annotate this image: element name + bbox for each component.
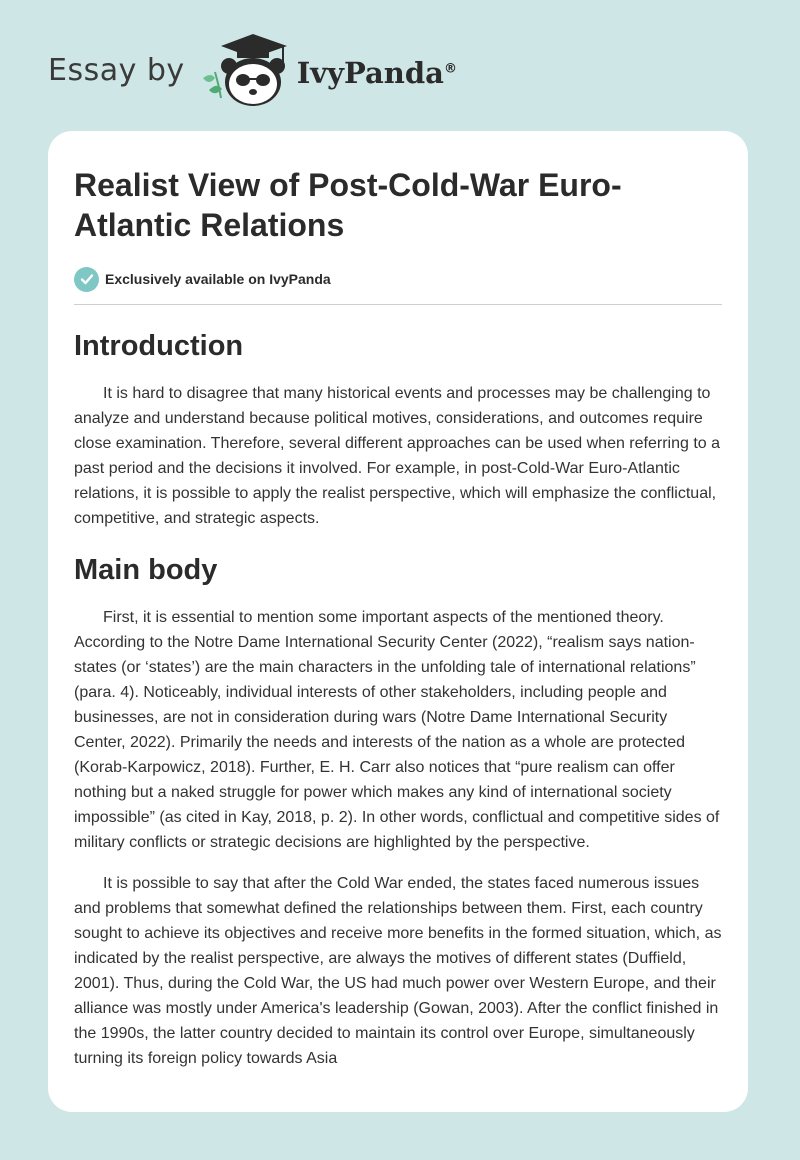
brand-name[interactable]: IvyPanda® [296, 56, 457, 90]
paragraph: It is possible to say that after the Cold War ended, the states faced numerous issues and problems that somewhat defined the relationships between them. First, each country sought to achieve its objectives and receive more benefits in the formed situation, which, as indicated by the realist perspective, are always the motives of different states (Duffield, 2001). Thus, during the Cold War, the US had much power over Western Europe, and their alliance was mostly under America's leadership (Gowan, 2003). After the conflict finished in the 1990s, the latter country decided to maintain its control over Europe, simultaneously turning its foreign policy towards Asia [74, 875, 722, 1067]
site-header [48, 30, 457, 110]
paragraph: It is hard to disagree that many historical events and processes may be challenging to analyze and understand because political motives, considerations, and outcomes require close examination. Therefore, several different approaches can be used when referring to a past period and the decisions it involved. For example, in post-Cold-War Euro-Atlantic relations, it is possible to apply the realist perspective, which will emphasize the conflictual, competitive, and strategic aspects. [74, 385, 721, 527]
essay-title: Realist View of Post-Cold-War Euro-Atlantic Relations [74, 167, 622, 243]
section-heading-introduction: Introduction [74, 330, 244, 362]
paragraph: First, it is essential to mention some important aspects of the mentioned theory. According to the Notre Dame International Security Center (2022), “realism says nation-states (or ‘states’) are the main characters in the unfolding tale of international relations” (para. 4). Noticeably, individual interests of other stakeholders, including people and businesses, are not in consideration during wars (Notre Dame International Security Center, 2022). Primarily the needs and interests of the nation as a whole are protected (Korab-Karpowicz, 2018). Further, E. H. Carr also notices that “pure realism can offer nothing but a naked struggle for power which makes any kind of international society impossible” (as cited in Kay, 2018, p. 2). In other words, conflictual and competitive sides of military conflicts or strategic decisions are highlighted by the perspective. [74, 609, 720, 851]
essay-by-label: Essay by [48, 52, 185, 88]
exclusive-badge [74, 266, 722, 292]
essay-card [48, 131, 748, 1112]
ivypanda-logo-icon[interactable] [199, 32, 291, 108]
registered-mark: ® [443, 61, 457, 77]
title-divider [74, 304, 722, 305]
exclusive-badge-label: Exclusively available on IvyPanda [105, 271, 331, 287]
check-circle-icon [74, 267, 99, 292]
section-heading-main-body: Main body [74, 554, 218, 586]
